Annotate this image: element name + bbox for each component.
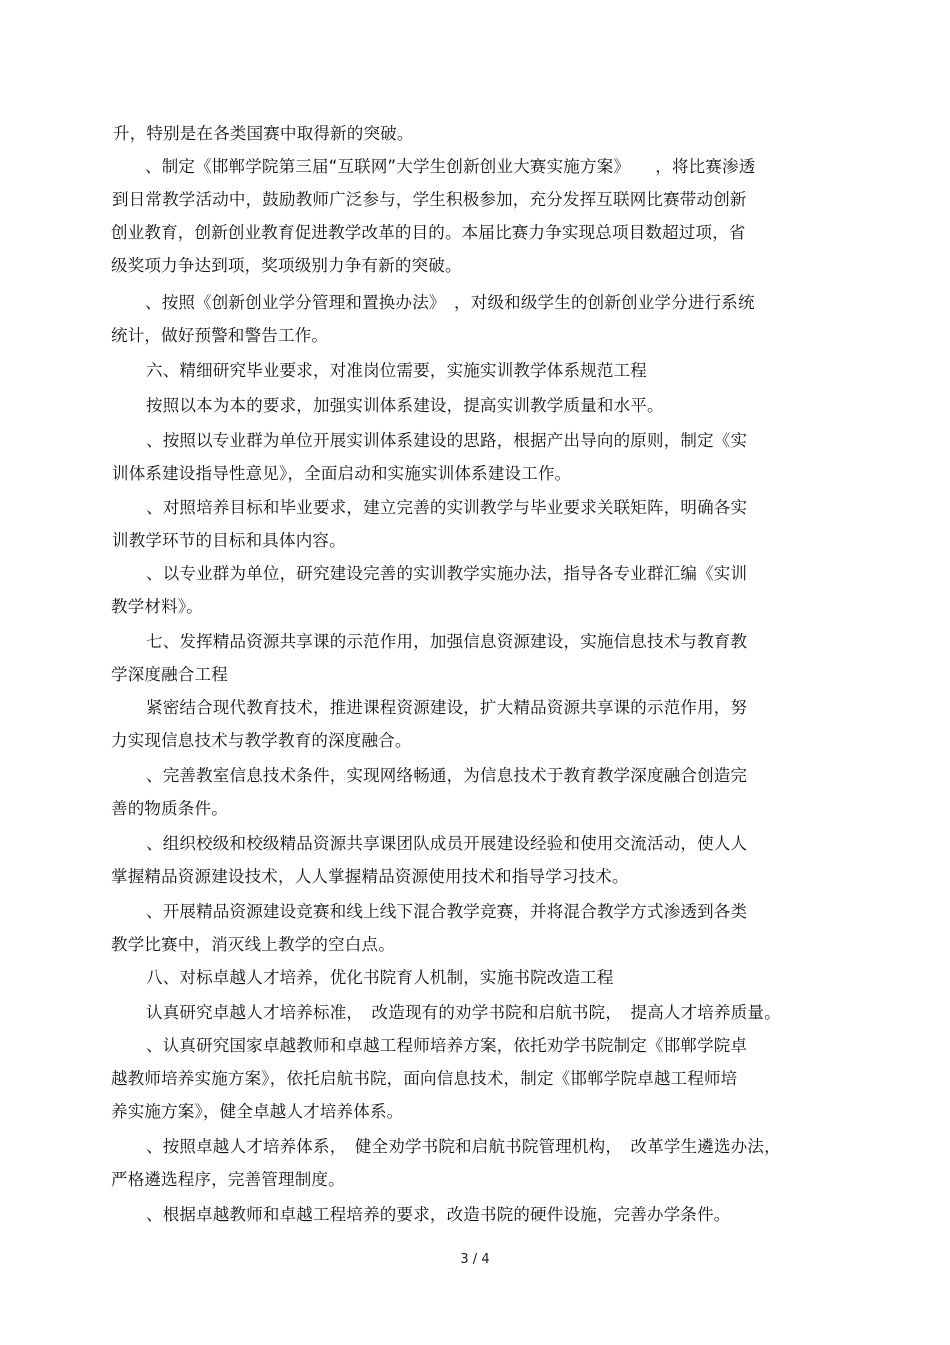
text-line: 教学比赛中，消灭线上教学的空白点。: [111, 935, 395, 954]
text-line: 紧密结合现代教育技术，推进课程资源建设，扩大精品资源共享课的示范作用，努: [146, 698, 748, 717]
text-line: 、制定《邯郸学院第三届“互联网”大学生创新创业大赛实施方案》 ，将比赛渗透: [145, 157, 756, 176]
text-line: 掌握精品资源建设技术，人人掌握精品资源使用技术和指导学习技术。: [111, 867, 629, 886]
text-line: 越教师培养实施方案》，依托启航书院，面向信息技术，制定《邯郸学院卓越工程师培: [111, 1069, 738, 1088]
page-number: 3 / 4: [460, 1252, 490, 1267]
text-line: 善的物质条件。: [111, 799, 228, 818]
section-heading: 八、对标卓越人才培养，优化书院育人机制，实施书院改造工程: [146, 968, 614, 987]
text-line: 级奖项力争达到项，奖项级别力争有新的突破。: [111, 256, 462, 275]
text-line: 认真研究卓越人才培养标准， 改造现有的劝学书院和启航书院， 提高人才培养质量。: [146, 1003, 781, 1022]
text-line: 教学材料》。: [111, 597, 203, 616]
text-line: 到日常教学活动中，鼓励教师广泛参与，学生积极参加，充分发挥互联网比赛带动创新: [112, 190, 747, 209]
text-line: 养实施方案》，健全卓越人才培养体系。: [111, 1102, 404, 1121]
text-line: 、开展精品资源建设竞赛和线上线下混合教学竞赛，并将混合教学方式渗透到各类: [146, 902, 748, 921]
text-line: 创业教育，创新创业教育促进教学改革的目的。本届比赛力争实现总项目数超过项，省: [111, 223, 746, 242]
text-line: 、按照卓越人才培养体系， 健全劝学书院和启航书院管理机构， 改革学生遴选办法，: [146, 1137, 781, 1156]
text-line: 、完善教室信息技术条件，实现网络畅通，为信息技术于教育教学深度融合创造完: [146, 766, 748, 785]
section-heading: 六、精细研究毕业要求，对准岗位需要，实施实训教学体系规范工程: [146, 361, 647, 380]
text-line: 、以专业群为单位，研究建设完善的实训教学实施办法，指导各专业群汇编《实训: [146, 564, 748, 583]
text-line: 、根据卓越教师和卓越工程培养的要求，改造书院的硬件设施，完善办学条件。: [146, 1205, 731, 1224]
text-line: 、按照以专业群为单位开展实训体系建设的思路，根据产出导向的原则，制定《实: [146, 431, 748, 450]
text-line: 力实现信息技术与教学教育的深度融合。: [111, 731, 412, 750]
section-heading: 学深度融合工程: [111, 665, 228, 684]
text-line: 训体系建设指导性意见》，全面启动和实施实训体系建设工作。: [112, 464, 572, 483]
text-line: 、组织校级和校级精品资源共享课团队成员开展建设经验和使用交流活动，使人人: [146, 834, 748, 853]
text-line: 统计，做好预警和警告工作。: [111, 326, 329, 345]
text-line: 、认真研究国家卓越教师和卓越工程师培养方案，依托劝学书院制定《邯郸学院卓: [146, 1036, 748, 1055]
text-line: 训教学环节的目标和具体内容。: [112, 531, 346, 550]
text-line: 升，特别是在各类国赛中取得新的突破。: [113, 124, 414, 143]
text-line: 、对照培养目标和毕业要求，建立完善的实训教学与毕业要求关联矩阵，明确各实: [146, 498, 748, 517]
section-heading: 七、发挥精品资源共享课的示范作用，加强信息资源建设，实施信息技术与教育教: [146, 632, 748, 651]
text-line: 、按照《创新创业学分管理和置换办法》 ，对级和级学生的创新创业学分进行系统: [145, 293, 755, 312]
text-line: 严格遴选程序，完善管理制度。: [111, 1170, 345, 1189]
text-line: 按照以本为本的要求，加强实训体系建设，提高实训教学质量和水平。: [146, 396, 664, 415]
